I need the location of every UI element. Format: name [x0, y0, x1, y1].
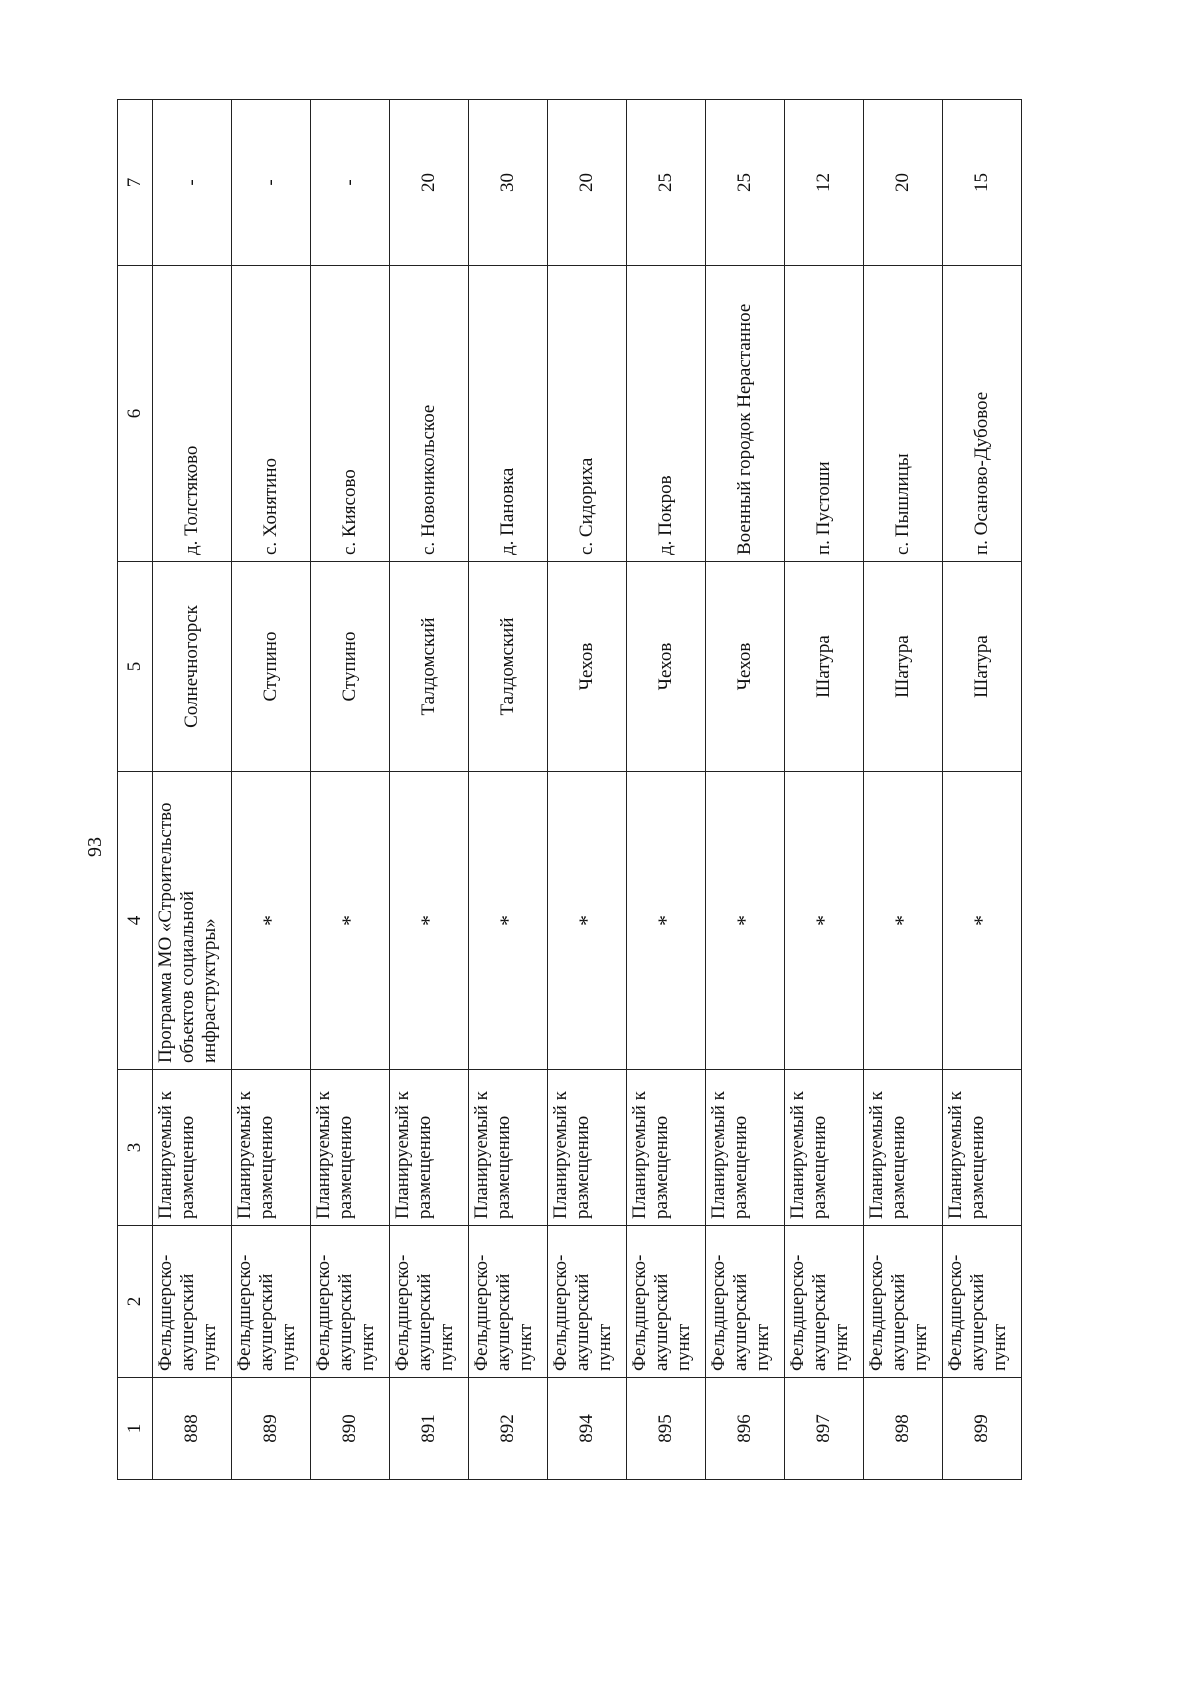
column-header-2: 2	[118, 1226, 153, 1378]
table-wrapper	[117, 100, 1022, 1480]
district: Шатура	[864, 562, 943, 772]
facility-status: Планируемый к размещению	[390, 1070, 469, 1226]
program-name: Программа МО «Строительство объектов социальной инфраструктуры»	[153, 772, 232, 1070]
column-header-7: 7	[118, 100, 153, 266]
row-number: 891	[390, 1378, 469, 1480]
row-number: 892	[469, 1378, 548, 1480]
district: Чехов	[627, 562, 706, 772]
program-mark: *	[390, 772, 469, 1070]
facility-status: Планируемый к размещению	[153, 1070, 232, 1226]
locality: д. Покров	[627, 266, 706, 562]
locality: п. Пустоши	[785, 266, 864, 562]
row-number: 898	[864, 1378, 943, 1480]
table-row	[548, 100, 627, 1480]
table-body	[153, 100, 1022, 1480]
capacity-value: 30	[469, 100, 548, 266]
table-row	[232, 100, 311, 1480]
facility-type: Фельдшерско-акушерский пункт	[232, 1226, 311, 1378]
column-header-6: 6	[118, 266, 153, 562]
column-header-5: 5	[118, 562, 153, 772]
facility-status: Планируемый к размещению	[864, 1070, 943, 1226]
capacity-value: 15	[943, 100, 1022, 266]
locality: с. Новоникольское	[390, 266, 469, 562]
facility-status: Планируемый к размещению	[627, 1070, 706, 1226]
row-number: 896	[706, 1378, 785, 1480]
facility-status: Планируемый к размещению	[785, 1070, 864, 1226]
row-number: 899	[943, 1378, 1022, 1480]
locality: с. Пышлицы	[864, 266, 943, 562]
table-row	[153, 100, 232, 1480]
page-number: 93	[84, 837, 106, 857]
program-mark: *	[469, 772, 548, 1070]
facility-status: Планируемый к размещению	[232, 1070, 311, 1226]
row-number: 897	[785, 1378, 864, 1480]
program-mark: *	[864, 772, 943, 1070]
facility-type: Фельдшерско-акушерский пункт	[943, 1226, 1022, 1378]
facility-status: Планируемый к размещению	[706, 1070, 785, 1226]
district: Чехов	[548, 562, 627, 772]
district: Солнечногорск	[153, 562, 232, 772]
facility-type: Фельдшерско-акушерский пункт	[548, 1226, 627, 1378]
header-row	[118, 100, 153, 1480]
capacity-value: 20	[548, 100, 627, 266]
locality: д. Пановка	[469, 266, 548, 562]
row-number: 888	[153, 1378, 232, 1480]
locality: с. Хонятино	[232, 266, 311, 562]
column-header-3: 3	[118, 1070, 153, 1226]
facility-type: Фельдшерско-акушерский пункт	[785, 1226, 864, 1378]
facility-status: Планируемый к размещению	[469, 1070, 548, 1226]
capacity-value: 20	[390, 100, 469, 266]
program-mark: *	[311, 772, 390, 1070]
table-row	[627, 100, 706, 1480]
facility-type: Фельдшерско-акушерский пункт	[153, 1226, 232, 1378]
column-header-4: 4	[118, 772, 153, 1070]
capacity-value: -	[311, 100, 390, 266]
facility-type: Фельдшерско-акушерский пункт	[864, 1226, 943, 1378]
district: Шатура	[943, 562, 1022, 772]
district: Талдомский	[390, 562, 469, 772]
facility-type: Фельдшерско-акушерский пункт	[390, 1226, 469, 1378]
table-row	[311, 100, 390, 1480]
capacity-value: -	[232, 100, 311, 266]
district: Талдомский	[469, 562, 548, 772]
program-mark: *	[232, 772, 311, 1070]
district: Ступино	[311, 562, 390, 772]
column-header-1: 1	[118, 1378, 153, 1480]
district: Ступино	[232, 562, 311, 772]
table-row	[390, 100, 469, 1480]
program-mark: *	[627, 772, 706, 1070]
table-row	[943, 100, 1022, 1480]
table-row	[706, 100, 785, 1480]
row-number: 894	[548, 1378, 627, 1480]
facility-status: Планируемый к размещению	[943, 1070, 1022, 1226]
locality: п. Осаново-Дубовое	[943, 266, 1022, 562]
facility-type: Фельдшерско-акушерский пункт	[469, 1226, 548, 1378]
capacity-value: 25	[706, 100, 785, 266]
row-number: 889	[232, 1378, 311, 1480]
locality: с. Сидориха	[548, 266, 627, 562]
program-mark: *	[706, 772, 785, 1070]
table-row	[469, 100, 548, 1480]
row-number: 895	[627, 1378, 706, 1480]
program-mark: *	[785, 772, 864, 1070]
facility-status: Планируемый к размещению	[548, 1070, 627, 1226]
table-row	[864, 100, 943, 1480]
facility-status: Планируемый к размещению	[311, 1070, 390, 1226]
facilities-table	[117, 99, 1022, 1480]
program-mark: *	[943, 772, 1022, 1070]
facility-type: Фельдшерско-акушерский пункт	[627, 1226, 706, 1378]
facility-type: Фельдшерско-акушерский пункт	[311, 1226, 390, 1378]
district: Чехов	[706, 562, 785, 772]
locality: с. Киясово	[311, 266, 390, 562]
locality: Военный городок Нерастанное	[706, 266, 785, 562]
table-rotated	[117, 100, 1022, 1480]
capacity-value: -	[153, 100, 232, 266]
row-number: 890	[311, 1378, 390, 1480]
capacity-value: 20	[864, 100, 943, 266]
facility-type: Фельдшерско-акушерский пункт	[706, 1226, 785, 1378]
district: Шатура	[785, 562, 864, 772]
locality: д. Толстяково	[153, 266, 232, 562]
table-row	[785, 100, 864, 1480]
capacity-value: 12	[785, 100, 864, 266]
program-mark: *	[548, 772, 627, 1070]
capacity-value: 25	[627, 100, 706, 266]
